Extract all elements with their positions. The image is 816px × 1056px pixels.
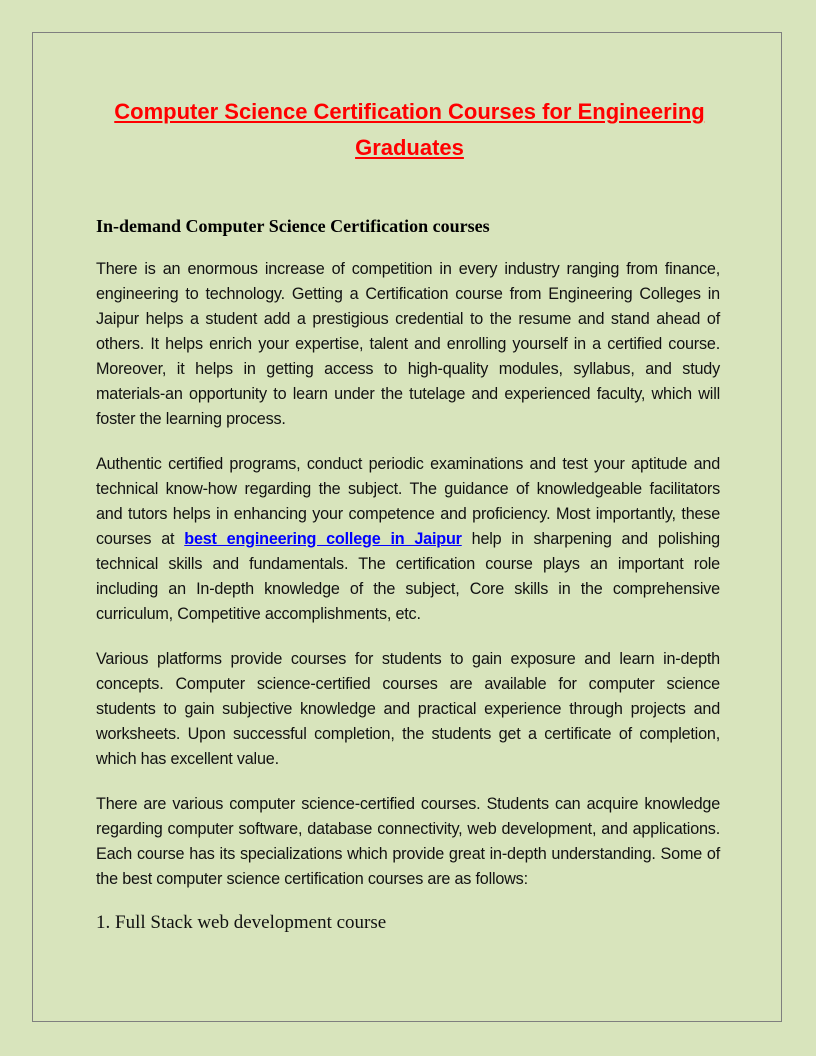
list-item-1: 1. Full Stack web development course	[96, 912, 387, 933]
paragraph-2-after-link: help in sharpening and polishing technical skills and fundamentals. The certification course plays an important role including an In-depth knowledge of the subject, Core skills in the comprehensive curriculum, Competitive accomplishments, etc.	[96, 530, 720, 623]
paragraph-2	[96, 452, 720, 627]
paragraph-2-before-link: Authentic certified programs, conduct periodic examinations and test your aptitude and technical know-how regarding the subject. The guidance of knowledgeable facilitators and tutors helps in enhancing your competence and proficiency. Most importantly, these courses at	[96, 455, 720, 548]
paragraph-1: There is an enormous increase of competition in every industry ranging from finance, engineering to technology. Getting a Certification course from Engineering Colleges in Jaipur helps a student add a prestigious credential to the resume and stand ahead of others. It helps enrich your expertise, talent and enrolling yourself in a certified course. Moreover, it helps in getting access to high-quality modules, syllabus, and study materials-an opportunity to learn under the tutelage and experienced faculty, which will foster the learning process.	[96, 260, 720, 428]
document-title: Computer Science Certification Courses for Engineering Graduates	[114, 99, 705, 160]
paragraph-3: Various platforms provide courses for students to gain exposure and learn in-depth concepts. Computer science-certified courses are available for computer science students to gain subjective knowledge and practical experience through projects and worksheets. Upon successful completion, the students get a certificate of completion, which has excellent value.	[96, 650, 720, 768]
paragraph-4: There are various computer science-certified courses. Students can acquire knowledge regarding computer software, database connectivity, web development, and applications. Each course has its specializations which provide great in-depth understanding. Some of the best computer science certification courses are as follows:	[96, 795, 720, 888]
engineering-college-link[interactable]: best engineering college in Jaipur	[184, 530, 462, 548]
document-body	[96, 94, 720, 933]
section-heading: In-demand Computer Science Certification courses	[96, 216, 490, 236]
